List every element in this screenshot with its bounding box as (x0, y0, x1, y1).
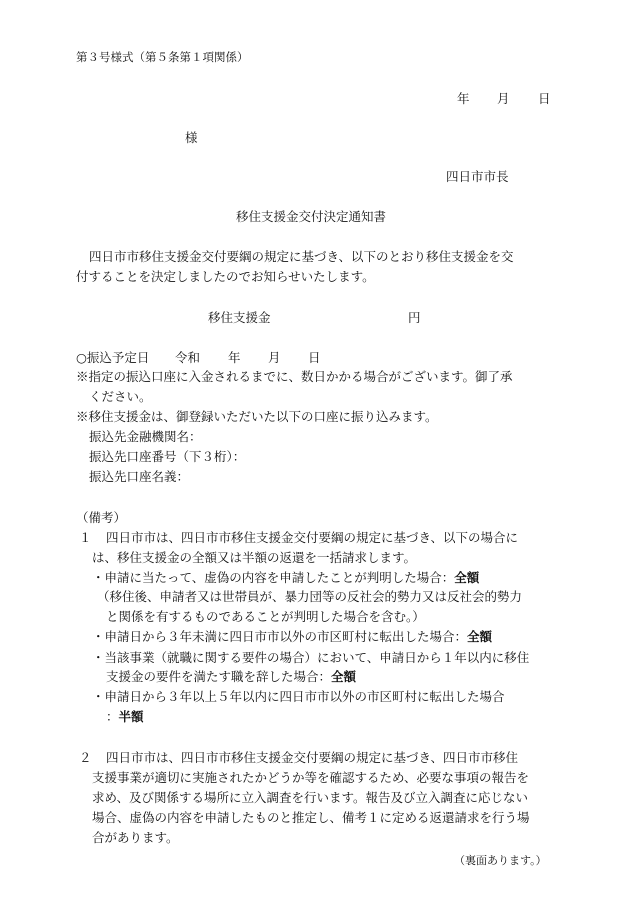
account-name-label: 振込先口座名義： (89, 469, 190, 484)
form-number: 第３号様式（第５条第１項関係） (76, 50, 249, 64)
bullet-result: 全額 (331, 669, 357, 684)
intro-line-1: 四日市市移住支援金交付要綱の規定に基づき、以下のとおり移住支援金を交 (89, 249, 514, 264)
remark-2-line5: 合があります。 (92, 830, 179, 845)
bullet-result: 全額 (467, 629, 493, 644)
remark-1-bullet-1-sub1: （移住後、申請者又は世帯員が、暴力団等の反社会的勢力又は反社会的勢力 (97, 589, 523, 604)
remark-1-number: １ (79, 530, 92, 545)
remark-1-bullet-3-line1: ・当該事業（就職に関する要件の場合）において、申請日から１年以内に移住 (92, 650, 530, 665)
addressee-suffix: 様 (185, 130, 198, 145)
date-month: 月 (497, 91, 510, 106)
remark-2-line3: 求め、及び関係する場所に立入調査を行います。報告及び立入調査に応じない (92, 790, 529, 805)
transfer-month: 月 (268, 350, 281, 365)
transfer-note1-line2: ください。 (89, 389, 152, 404)
transfer-year: 年 (228, 350, 241, 365)
remark-1-bullet-1 (92, 570, 479, 586)
transfer-era: 令和 (175, 350, 201, 365)
remark-2-line1: 四日市市は、四日市市移住支援金交付要綱の規定に基づき、四日市市移住 (106, 750, 519, 765)
remarks-heading: （備考） (76, 510, 127, 525)
remark-1-bullet-1-sub2: と関係を有するものであることが判明した場合を含む。） (106, 609, 425, 624)
remark-1-bullet-4-result (106, 709, 144, 725)
transfer-day: 日 (308, 350, 321, 365)
transfer-note1-line1: ※指定の振込口座に入金されるまでに、数日かかる場合がございます。御了承 (76, 369, 513, 384)
transfer-date-label: ○振込予定日 (76, 350, 150, 365)
intro-line-2: 付することを決定しましたのでお知らせいたします。 (76, 269, 375, 284)
remark-2-number: ２ (79, 750, 92, 765)
bullet-result: 全額 (454, 570, 480, 585)
bullet-result: 半額 (118, 709, 144, 724)
transfer-note2: ※移住支援金は、御登録いただいた以下の口座に振り込みます。 (76, 409, 438, 424)
document-title: 移住支援金交付決定通知書 (236, 209, 387, 224)
remark-2-line4: 場合、虚偽の内容を申請したものと推定し、備考１に定める返還請求を行う場 (92, 810, 530, 825)
remark-1-line1: 四日市市は、四日市市移住支援金交付要綱の規定に基づき、以下の場合に (106, 530, 519, 545)
date-year: 年 (457, 91, 470, 106)
remark-1-bullet-4: ・申請日から３年以上５年以内に四日市市以外の市区町村に転出した場合 (92, 689, 505, 704)
remark-2-line2: 支援事業が適切に実施されたかどうか等を確認するため、必要な事項の報告を (92, 770, 530, 785)
footer-note: （裏面あります。） (454, 854, 547, 867)
bank-name-label: 振込先金融機関名： (89, 429, 202, 444)
issuer: 四日市市長 (446, 169, 509, 184)
remark-1-bullet-3-line2 (106, 669, 356, 685)
remark-1-line2: は、移住支援金の全額又は半額の返還を一括請求します。 (92, 550, 417, 565)
remark-1-bullet-2 (92, 629, 492, 645)
bullet-text: ・申請日から３年未満に四日市市以外の市区町村に転出した場合： (92, 629, 468, 644)
bullet-prefix: ： (106, 709, 119, 724)
bullet-text: 支援金の要件を満たす職を辞した場合： (106, 669, 332, 684)
amount-label: 移住支援金 (208, 310, 271, 325)
account-number-label: 振込先口座番号（下３桁）： (89, 449, 246, 464)
bullet-text: ・申請に当たって、虚偽の内容を申請したことが判明した場合： (92, 570, 455, 585)
amount-unit: 円 (408, 310, 421, 325)
date-day: 日 (538, 91, 551, 106)
